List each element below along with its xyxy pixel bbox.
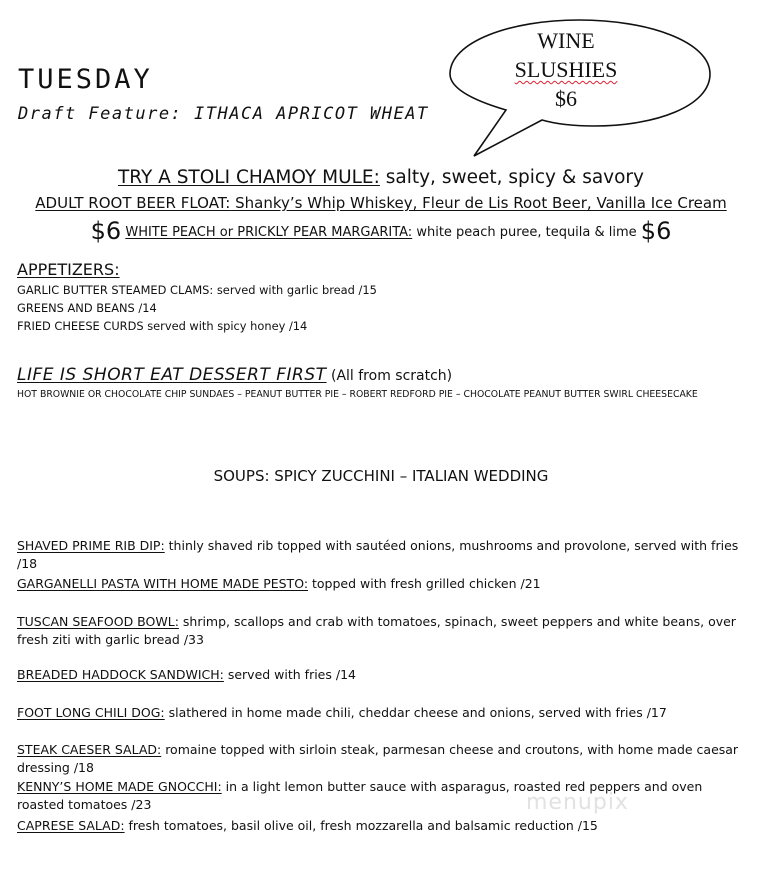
dish-item: [17, 817, 752, 835]
dish-desc: romaine topped with sirloin steak, parmesan cheese and croutons, with home made caesar dressing /18: [17, 742, 739, 775]
appetizer-item: FRIED CHEESE CURDS served with spicy honey /14: [17, 319, 308, 333]
soups: SOUPS: SPICY ZUCCHINI – ITALIAN WEDDING: [213, 467, 549, 485]
dessert-items: HOT BROWNIE OR CHOCOLATE CHIP SUNDAES – PEANUT BUTTER PIE – ROBERT REDFORD PIE – CHOCOLATE PEANUT BUTTER SWIRL CHEESECAKE: [17, 389, 698, 400]
stoli-desc: salty, sweet, spicy & savory: [379, 167, 644, 188]
dish-name: BREADED HADDOCK SANDWICH:: [17, 667, 224, 682]
bubble-line-2: [466, 57, 666, 83]
dish-item: [17, 704, 752, 722]
dish-name: TUSCAN SEAFOOD BOWL:: [17, 614, 179, 629]
dessert-heading: LIFE IS SHORT EAT DESSERT FIRST: [17, 365, 327, 385]
dish-desc: topped with fresh grilled chicken /21: [308, 576, 541, 591]
appetizer-item: GARLIC BUTTER STEAMED CLAMS: served with garlic bread /15: [17, 283, 377, 297]
appetizers-heading: APPETIZERS:: [17, 260, 120, 279]
float-name: ADULT ROOT BEER FLOAT:: [35, 194, 231, 212]
bubble-line-2-text: SLUSHIES: [514, 57, 618, 82]
dish-item: [17, 778, 752, 814]
dish-name: CAPRESE SALAD:: [17, 818, 125, 833]
dessert-heading-row: [17, 365, 452, 385]
dish-desc: fresh tomatoes, basil olive oil, fresh mozzarella and balsamic reduction /15: [124, 818, 598, 833]
day-title: TUESDAY: [18, 64, 153, 95]
dish-item: [17, 666, 752, 684]
stoli-name: TRY A STOLI CHAMOY MULE:: [118, 167, 380, 188]
margarita-price-right: $6: [640, 217, 672, 245]
margarita-desc: white peach puree, tequila & lime: [412, 225, 641, 240]
dish-item: [17, 537, 752, 573]
dessert-note: (All from scratch): [326, 368, 453, 384]
dish-desc: shrimp, scallops and crab with tomatoes, spinach, sweet peppers and white beans, over fresh ziti with garlic bread /33: [17, 614, 736, 647]
stoli-special: [0, 167, 762, 188]
dish-name: SHAVED PRIME RIB DIP:: [17, 538, 165, 553]
dish-name: FOOT LONG CHILI DOG:: [17, 705, 165, 720]
margarita-price-left: $6: [90, 217, 122, 245]
dish-name: KENNY’S HOME MADE GNOCCHI:: [17, 779, 222, 794]
margarita-name: WHITE PEACH or PRICKLY PEAR MARGARITA:: [125, 225, 413, 240]
dish-item: [17, 575, 752, 593]
dish-item: [17, 613, 752, 649]
bubble-line-1: WINE: [537, 28, 595, 53]
margarita-special: [0, 217, 762, 245]
dish-desc: in a light lemon butter sauce with asparagus, roasted red peppers and oven roasted tomatoes /23: [17, 779, 703, 812]
float-desc: Shanky’s Whip Whiskey, Fleur de Lis Root Beer, Vanilla Ice Cream: [230, 194, 727, 212]
draft-feature: Draft Feature: ITHACA APRICOT WHEAT: [18, 104, 429, 124]
dish-name: STEAK CAESER SALAD:: [17, 742, 162, 757]
bubble-line-3: $6: [555, 86, 577, 111]
menupix-watermark: menupix: [526, 790, 629, 815]
float-special: [0, 194, 762, 212]
dish-desc: slathered in home made chili, cheddar cheese and onions, served with fries /17: [164, 705, 667, 720]
dish-desc: served with fries /14: [223, 667, 356, 682]
dish-desc: thinly shaved rib topped with sautéed onions, mushrooms and provolone, served with fries /18: [17, 538, 739, 571]
appetizer-item: GREENS AND BEANS /14: [17, 301, 157, 315]
dish-name: GARGANELLI PASTA WITH HOME MADE PESTO:: [17, 576, 309, 591]
dish-item: [17, 741, 752, 777]
